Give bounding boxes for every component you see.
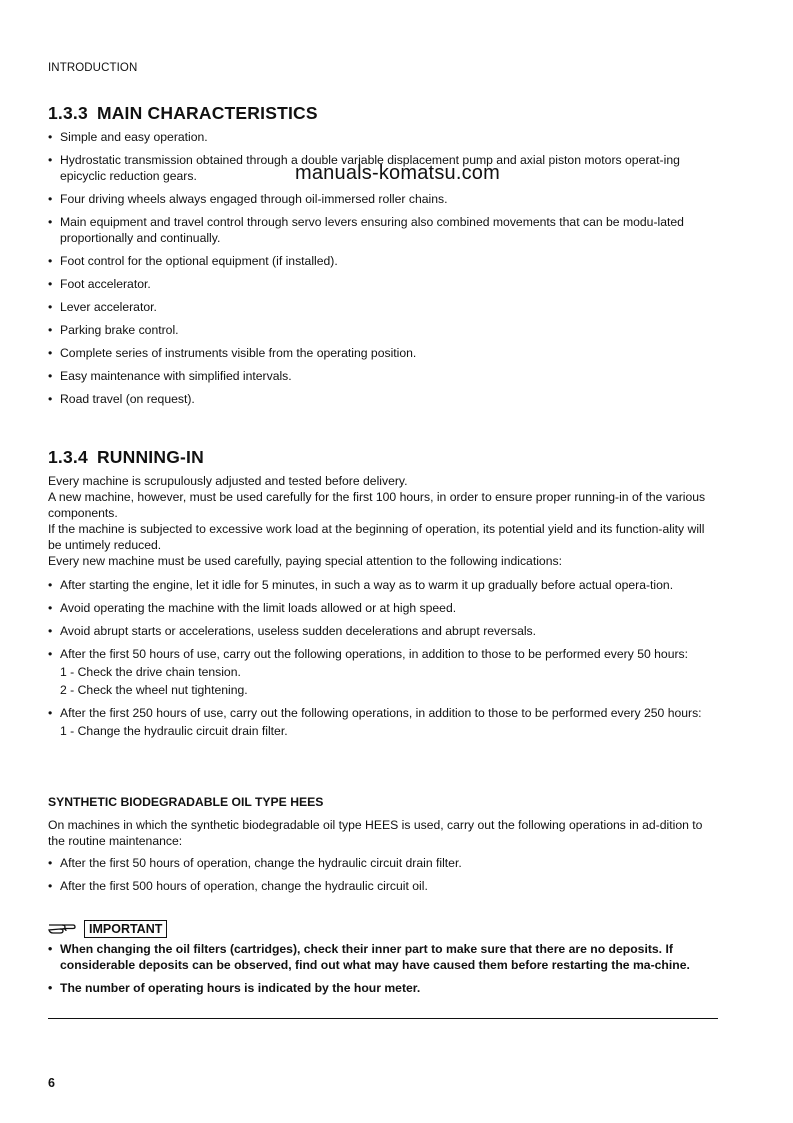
- list-item: • Foot control for the optional equipment (if installed).: [48, 253, 718, 269]
- hees-subheading: SYNTHETIC BIODEGRADABLE OIL TYPE HEES: [48, 795, 324, 809]
- list-item: • Simple and easy operation.: [48, 129, 718, 145]
- sub-step: 1 - Change the hydraulic circuit drain filter.: [60, 724, 288, 738]
- item-text: Avoid operating the machine with the limit loads allowed or at high speed.: [60, 601, 457, 615]
- item-text: After the first 50 hours of use, carry out the following operations, in addition to those to be performed every 50 hours:: [60, 647, 689, 661]
- paragraph: A new machine, however, must be used carefully for the first 100 hours, in order to ensure proper running-in of the various components.: [48, 490, 706, 520]
- section-title: RUNNING-IN: [96, 447, 204, 467]
- list-item: [48, 600, 718, 616]
- section-number: 1.3.3: [48, 103, 88, 123]
- list-item: • Parking brake control.: [48, 322, 718, 338]
- list-item: • After the first 500 hours of operation, change the hydraulic circuit oil.: [48, 878, 718, 894]
- section-number: 1.3.4: [48, 447, 88, 467]
- section-heading-main-characteristics: [48, 103, 318, 124]
- section-heading-running-in: [48, 447, 204, 468]
- pointing-hand-icon: [48, 917, 76, 940]
- running-header: INTRODUCTION: [48, 62, 138, 74]
- paragraph: On machines in which the synthetic biodegradable oil type HEES is used, carry out the following operations in ad-dition to the routine maintenance:: [48, 818, 703, 848]
- divider: [48, 1018, 718, 1019]
- list-item: • Foot accelerator.: [48, 276, 718, 292]
- list-item: [48, 577, 718, 593]
- list-item: • Main equipment and travel control through servo levers ensuring also combined movements that can be modu-lated proportionally and continually.: [48, 214, 718, 246]
- important-label: IMPORTANT: [84, 920, 167, 938]
- list-item: • The number of operating hours is indicated by the hour meter.: [48, 980, 718, 996]
- paragraph: Every new machine must be used carefully, paying special attention to the following indications:: [48, 554, 562, 568]
- hees-list: [48, 855, 718, 901]
- important-callout: [48, 917, 167, 940]
- paragraph: If the machine is subjected to excessive work load at the beginning of operation, its potential yield and its function-ality will be untimely reduced.: [48, 522, 705, 552]
- page-number: 6: [48, 1076, 55, 1090]
- list-item: • Hydrostatic transmission obtained through a double variable displacement pump and axial piston motors operat-ing epicyclic reduction gears.: [48, 152, 718, 184]
- list-item: • Easy maintenance with simplified intervals.: [48, 368, 718, 384]
- list-item: • Road travel (on request).: [48, 391, 718, 407]
- running-in-list: [48, 577, 718, 746]
- list-item: • Four driving wheels always engaged through oil-immersed roller chains.: [48, 191, 718, 207]
- list-item: • Complete series of instruments visible from the operating position.: [48, 345, 718, 361]
- item-text: After the first 250 hours of use, carry out the following operations, in addition to those to be performed every 250 hours:: [60, 706, 702, 720]
- sub-step: 1 - Check the drive chain tension.: [60, 665, 241, 679]
- list-item: [48, 705, 718, 739]
- list-item: [48, 623, 718, 639]
- item-text: After starting the engine, let it idle for 5 minutes, in such a way as to warm it up gradually before actual opera-tion.: [60, 578, 674, 592]
- sub-step: 2 - Check the wheel nut tightening.: [60, 683, 248, 697]
- section-title: MAIN CHARACTERISTICS: [96, 103, 318, 123]
- running-in-intro: [48, 473, 718, 569]
- important-list: [48, 941, 718, 1003]
- hees-intro: [48, 817, 718, 849]
- list-item: • After the first 50 hours of operation, change the hydraulic circuit drain filter.: [48, 855, 718, 871]
- item-text: Avoid abrupt starts or accelerations, useless sudden decelerations and abrupt reversals.: [60, 624, 537, 638]
- list-item: [48, 646, 718, 698]
- watermark-text: manuals-komatsu.com: [295, 162, 500, 184]
- list-item: • When changing the oil filters (cartridges), check their inner part to make sure that there are no deposits. If considerable deposits can be observed, find out what may have caused them before restarting the ma-chine.: [48, 941, 718, 973]
- paragraph: Every machine is scrupulously adjusted and tested before delivery.: [48, 474, 408, 488]
- list-item: • Lever accelerator.: [48, 299, 718, 315]
